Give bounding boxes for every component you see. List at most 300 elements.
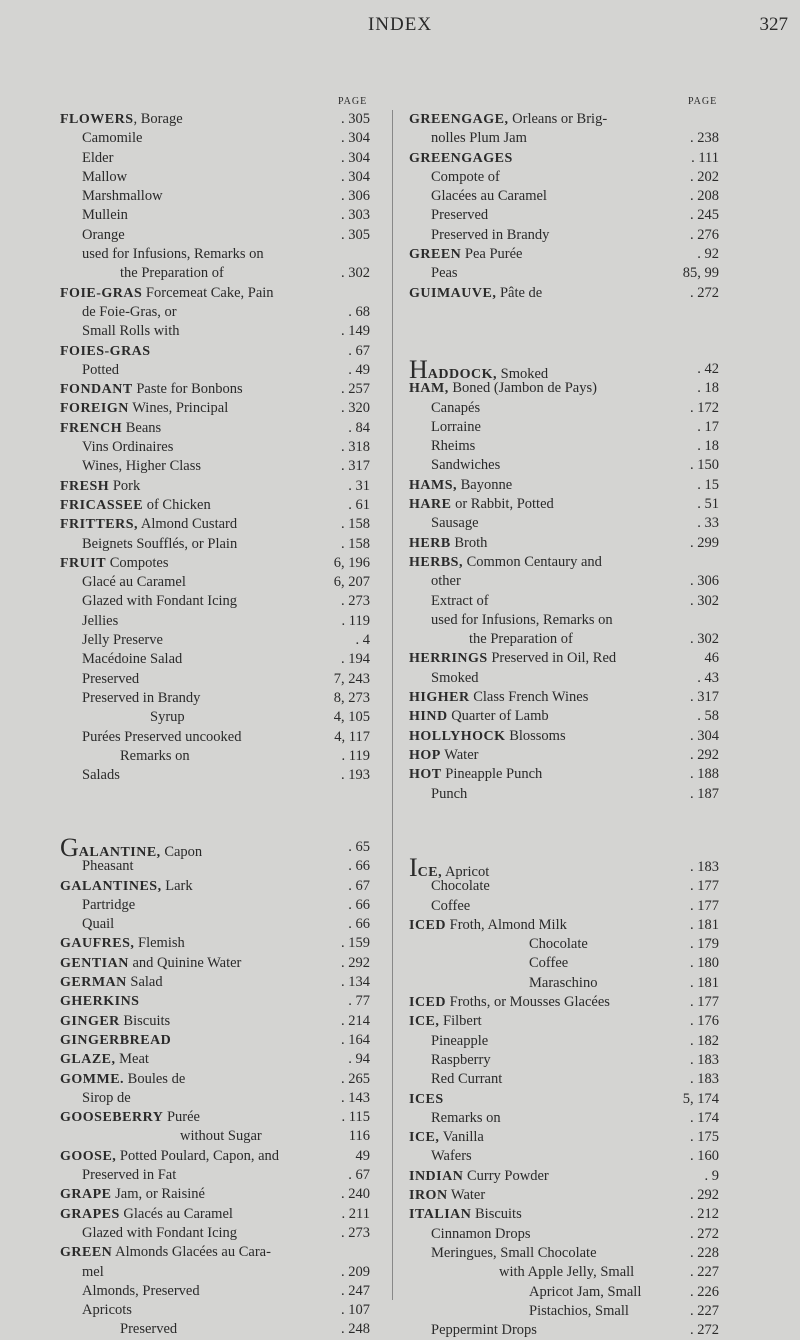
entry-page: . 42 — [697, 361, 719, 377]
entry-page: . 58 — [697, 708, 719, 725]
entry-subtext: , Borage — [133, 111, 183, 127]
index-entry — [60, 399, 370, 418]
index-entry — [409, 110, 719, 129]
entry-page: . 247 — [341, 1282, 370, 1299]
entry-page: . 188 — [690, 766, 719, 783]
index-entry — [60, 747, 370, 766]
entry-subtext: Paste for Bonbons — [132, 381, 243, 398]
index-entry — [409, 553, 719, 572]
entry-term: Sausage — [431, 515, 479, 532]
entry-headword: FONDANT — [60, 382, 133, 398]
entry-headword: HAMS, — [409, 477, 457, 493]
entry-term — [409, 707, 549, 726]
entry-page: . 318 — [341, 439, 370, 456]
entry-headword: INDIAN — [409, 1168, 464, 1184]
index-entry — [409, 355, 719, 384]
index-entry — [60, 1089, 370, 1108]
entry-term: Elder — [82, 149, 114, 166]
entry-subtext: Blossoms — [505, 727, 566, 744]
entry-page: . 304 — [341, 168, 370, 185]
entry-headword: HOT — [409, 767, 442, 783]
entry-headword: GREEN — [409, 247, 462, 263]
entry-term: Glacé au Caramel — [82, 574, 186, 591]
index-entry — [409, 897, 719, 916]
entry-term: Pheasant — [82, 858, 134, 875]
entry-term: Almonds, Preserved — [82, 1282, 200, 1299]
entry-term — [409, 1186, 485, 1205]
entry-page: . 292 — [690, 1187, 719, 1204]
index-entry — [60, 708, 370, 727]
page-number: 327 — [759, 14, 788, 35]
entry-subtext: Pâte de — [496, 284, 543, 301]
index-entry — [409, 853, 719, 882]
entry-term: nolles Plum Jam — [431, 130, 527, 147]
entry-page: 4, 105 — [333, 709, 370, 726]
entry-page: . 265 — [341, 1070, 370, 1087]
index-entry — [60, 303, 370, 322]
entry-headword: HERBS, — [409, 554, 463, 570]
index-entry — [409, 187, 719, 206]
entry-page: . 182 — [690, 1032, 719, 1049]
entry-term — [409, 284, 542, 303]
entry-page: . 228 — [690, 1244, 719, 1261]
entry-page: . 149 — [341, 323, 370, 340]
index-entry — [409, 399, 719, 418]
entry-page: . 292 — [690, 746, 719, 763]
index-entry — [409, 129, 719, 148]
index-entry — [60, 973, 370, 992]
index-entry — [60, 1243, 370, 1262]
entry-page: . 302 — [690, 631, 719, 648]
index-entry — [60, 670, 370, 689]
index-entry — [60, 833, 370, 862]
entry-page: . 306 — [690, 573, 719, 590]
index-entry — [409, 1225, 719, 1244]
entry-term: without Sugar — [180, 1128, 262, 1145]
entry-page: 7, 243 — [333, 670, 370, 687]
entry-page: . 181 — [690, 974, 719, 991]
entry-page: . 177 — [690, 994, 719, 1011]
index-entry — [409, 993, 719, 1012]
entry-page: . 187 — [690, 785, 719, 802]
entry-term — [60, 992, 139, 1011]
entry-page: . 68 — [348, 303, 370, 320]
entry-page: . 84 — [348, 419, 370, 436]
entry-page: . 111 — [691, 149, 719, 166]
index-block-g — [60, 833, 370, 1340]
index-entry — [60, 496, 370, 515]
entry-term: de Foie-Gras, or — [82, 303, 177, 320]
entry-term — [60, 1147, 279, 1166]
entry-page: . 17 — [697, 418, 719, 435]
index-entry — [409, 1109, 719, 1128]
entry-headword: IRON — [409, 1188, 448, 1204]
entry-page: . 174 — [690, 1109, 719, 1126]
entry-term: Red Currant — [431, 1071, 503, 1088]
entry-subtext: Almond Custard — [138, 516, 238, 533]
entry-subtext: Water — [447, 1187, 486, 1204]
entry-subtext: Smoked — [497, 366, 549, 382]
index-entry — [409, 727, 719, 746]
entry-page: . 176 — [690, 1013, 719, 1030]
entry-headword: ALANTINE, — [78, 845, 161, 860]
entry-page: . 306 — [341, 188, 370, 205]
entry-term: used for Infusions, Remarks on — [431, 611, 613, 628]
entry-subtext: Meat — [115, 1051, 149, 1068]
index-entry — [60, 1012, 370, 1031]
index-entry — [60, 1320, 370, 1339]
entry-headword: ICED — [409, 995, 447, 1011]
index-block-i — [409, 853, 719, 1340]
entry-subtext: Boules de — [124, 1070, 186, 1087]
entry-subtext: Pea Purée — [461, 246, 523, 263]
entry-page: . 211 — [341, 1205, 370, 1222]
entry-subtext: or Rabbit, Potted — [451, 496, 554, 513]
entry-page: . 304 — [341, 149, 370, 166]
entry-term — [60, 342, 151, 361]
entry-subtext: Beans — [122, 419, 162, 436]
entry-subtext: Class French Wines — [469, 689, 589, 706]
entry-page: . 4 — [355, 632, 370, 649]
entry-term: with Apple Jelly, Small — [499, 1264, 635, 1281]
entry-page: . 77 — [348, 993, 370, 1010]
index-entry — [409, 1070, 719, 1089]
entry-page: . 51 — [697, 496, 719, 513]
entry-headword: GERMAN — [60, 975, 127, 991]
entry-page: . 15 — [697, 476, 719, 493]
entry-term — [60, 1205, 233, 1224]
entry-subtext: Broth — [450, 534, 488, 551]
entry-page: . 194 — [341, 651, 370, 668]
entry-term — [409, 534, 487, 553]
entry-subtext: Preserved in Oil, Red — [487, 650, 617, 667]
entry-subtext: Froth, Almond Milk — [446, 916, 567, 933]
index-entry — [409, 785, 719, 804]
entry-term: Coffee — [431, 897, 471, 914]
entry-term — [409, 727, 566, 746]
entry-headword: ADDOCK, — [427, 367, 498, 382]
entry-term — [60, 380, 243, 399]
index-entry — [409, 935, 719, 954]
index-entry — [60, 689, 370, 708]
entry-term — [409, 379, 597, 398]
entry-page: 6, 196 — [333, 554, 370, 571]
entry-page: . 33 — [697, 515, 719, 532]
entry-headword: CE, — [417, 865, 443, 880]
index-entry — [409, 1244, 719, 1263]
index-entry — [409, 916, 719, 935]
index-entry — [409, 1186, 719, 1205]
entry-headword: GAUFRES, — [60, 936, 135, 952]
entry-page: . 317 — [690, 689, 719, 706]
entry-term: Mullein — [82, 207, 128, 224]
entry-page: . 160 — [690, 1148, 719, 1165]
entry-page: . 158 — [341, 516, 370, 533]
entry-term — [60, 1185, 205, 1204]
entry-headword: FOIE-GRAS — [60, 285, 143, 301]
entry-page: . 9 — [704, 1167, 719, 1184]
entry-term: Glacées au Caramel — [431, 188, 547, 205]
index-entry — [60, 573, 370, 592]
index-entry — [60, 857, 370, 876]
entry-page: . 107 — [341, 1302, 370, 1319]
entry-page: . 240 — [341, 1186, 370, 1203]
entry-term: Glazed with Fondant Icing — [82, 1224, 238, 1241]
entry-subtext: Common Centaury and — [462, 553, 602, 570]
entry-subtext: Forcemeat Cake, Pain — [142, 284, 274, 301]
entry-page: 5, 174 — [682, 1090, 719, 1107]
entry-term: Apricots — [82, 1302, 132, 1319]
entry-page: . 65 — [348, 839, 370, 855]
index-entry — [60, 168, 370, 187]
entry-term — [409, 649, 616, 668]
index-entry — [409, 1128, 719, 1147]
page-header — [0, 14, 800, 44]
entry-term — [409, 688, 588, 707]
index-entry — [409, 476, 719, 495]
entry-page: . 208 — [690, 188, 719, 205]
drop-capital: H — [409, 355, 428, 384]
index-entry — [60, 1263, 370, 1282]
entry-page: 49 — [355, 1147, 370, 1164]
entry-page: . 183 — [690, 1051, 719, 1068]
index-entry — [60, 934, 370, 953]
entry-page: . 292 — [341, 954, 370, 971]
entry-term: Preserved — [431, 207, 489, 224]
entry-term: Canapés — [431, 399, 481, 416]
entry-term: Orange — [82, 226, 125, 243]
entry-term: Maraschino — [529, 974, 598, 991]
entry-subtext: Curry Powder — [463, 1167, 549, 1184]
index-entry — [60, 419, 370, 438]
entry-page: . 180 — [690, 955, 719, 972]
entry-term — [60, 419, 161, 438]
entry-headword: ICES — [409, 1091, 444, 1107]
index-entry — [409, 206, 719, 225]
index-entry — [60, 1050, 370, 1069]
entry-term: Vins Ordinaires — [82, 439, 174, 456]
entry-page: . 272 — [690, 1225, 719, 1242]
page-column-label-left: PAGE — [338, 96, 368, 107]
entry-page: . 272 — [690, 284, 719, 301]
entry-term: Chocolate — [431, 878, 490, 895]
entry-page: . 183 — [690, 859, 719, 875]
entry-term: Jelly Preserve — [82, 632, 163, 649]
entry-page: . 61 — [348, 496, 370, 513]
index-entry — [60, 592, 370, 611]
index-entry — [409, 765, 719, 784]
entry-page: . 177 — [690, 878, 719, 895]
entry-page: . 299 — [690, 534, 719, 551]
entry-headword: GREENGAGE, — [409, 112, 509, 127]
entry-subtext: Capon — [160, 844, 203, 860]
index-entry — [409, 168, 719, 187]
entry-headword: GOOSE, — [60, 1148, 117, 1164]
entry-term: Raspberry — [431, 1051, 491, 1068]
entry-headword: HIND — [409, 709, 448, 725]
entry-page: . 31 — [348, 477, 370, 494]
entry-subtext: Wines, Principal — [128, 400, 229, 417]
index-entry — [60, 457, 370, 476]
index-entry — [60, 650, 370, 669]
entry-term: Peppermint Drops — [431, 1322, 537, 1339]
entry-subtext: Water — [440, 746, 479, 763]
entry-page: . 67 — [348, 877, 370, 894]
index-block-f — [60, 110, 370, 785]
entry-subtext: Almonds Glacées au Cara- — [112, 1244, 271, 1261]
entry-page: . 67 — [348, 342, 370, 359]
drop-capital: I — [409, 853, 418, 882]
entry-term: Partridge — [82, 896, 136, 913]
entry-headword: FRICASSEE — [60, 497, 144, 513]
entry-subtext: Vanilla — [439, 1129, 484, 1146]
entry-term — [60, 554, 169, 573]
page-column-label-right: PAGE — [688, 96, 718, 107]
entry-page: . 159 — [341, 935, 370, 952]
entry-headword: GRAPES — [60, 1206, 120, 1222]
index-entry — [60, 477, 370, 496]
entry-term — [409, 993, 610, 1012]
index-entry — [409, 379, 719, 398]
index-entry — [60, 612, 370, 631]
entry-page: . 66 — [348, 916, 370, 933]
entry-headword: GENTIAN — [60, 955, 129, 971]
index-entry — [409, 1321, 719, 1340]
entry-headword: FRUIT — [60, 555, 107, 571]
entry-term: Preserved in Brandy — [431, 226, 550, 243]
entry-term: Purées Preserved uncooked — [82, 728, 242, 745]
entry-page: 85, 99 — [682, 265, 719, 282]
entry-term: Rheims — [431, 438, 476, 455]
entry-page: . 43 — [697, 669, 719, 686]
entry-term: Compote of — [431, 168, 500, 185]
index-entry — [409, 1147, 719, 1166]
entry-page: . 94 — [348, 1051, 370, 1068]
entry-subtext: Jam, or Raisiné — [111, 1186, 205, 1203]
index-entry — [409, 611, 719, 630]
entry-term: Mallow — [82, 168, 128, 185]
index-entry — [60, 915, 370, 934]
entry-term: Wines, Higher Class — [82, 458, 202, 475]
entry-subtext: Salad — [126, 974, 163, 991]
entry-page: . 150 — [690, 457, 719, 474]
entry-page: . 119 — [341, 747, 370, 764]
entry-term — [60, 496, 211, 515]
entry-term: Apricot Jam, Small — [529, 1283, 642, 1300]
entry-term: Meringues, Small Chocolate — [431, 1244, 597, 1261]
index-entry — [409, 630, 719, 649]
entry-term: the Preparation of — [120, 265, 224, 282]
entry-headword: HARE — [409, 497, 452, 513]
page-title: INDEX — [367, 14, 433, 35]
entry-page: . 304 — [341, 130, 370, 147]
entry-headword: ICE, — [409, 1130, 440, 1146]
entry-page: . 134 — [341, 974, 370, 991]
index-entry — [60, 535, 370, 554]
entry-term — [409, 1205, 522, 1224]
index-entry — [409, 245, 719, 264]
index-entry — [60, 361, 370, 380]
entry-headword: HERB — [409, 535, 451, 551]
entry-page: . 304 — [690, 727, 719, 744]
entry-page: . 143 — [341, 1089, 370, 1106]
entry-subtext: Biscuits — [471, 1206, 522, 1223]
entry-subtext: and Quinine Water — [128, 954, 242, 971]
entry-term: Cinnamon Drops — [431, 1225, 531, 1242]
entry-page: . 305 — [341, 111, 370, 127]
index-entry — [409, 1205, 719, 1224]
entry-term: Beignets Soufflés, or Plain — [82, 535, 238, 552]
index-entry — [409, 974, 719, 993]
entry-subtext: Compotes — [106, 554, 169, 571]
index-entry — [60, 1166, 370, 1185]
entry-term — [409, 1012, 482, 1031]
entry-term: Sirop de — [82, 1089, 131, 1106]
index-entry — [60, 110, 370, 129]
index-entry — [60, 877, 370, 896]
index-entry — [60, 896, 370, 915]
entry-term — [409, 476, 512, 495]
entry-page: . 18 — [697, 380, 719, 397]
entry-headword: HOP — [409, 747, 441, 763]
index-block-h — [409, 355, 719, 804]
entry-page: . 92 — [697, 246, 719, 263]
index-entry — [409, 284, 719, 303]
entry-term — [60, 1070, 185, 1089]
entry-headword: GHERKINS — [60, 994, 140, 1010]
entry-page: . 273 — [341, 1224, 370, 1241]
entry-page: . 238 — [690, 130, 719, 147]
index-entry — [60, 1282, 370, 1301]
entry-term: Extract of — [431, 592, 489, 609]
entry-term: Salads — [82, 767, 120, 784]
entry-page: . 119 — [341, 612, 370, 629]
index-entry — [409, 264, 719, 283]
index-entry — [60, 766, 370, 785]
entry-term — [60, 934, 185, 953]
entry-term: Remarks on — [120, 747, 190, 764]
column-divider — [392, 110, 393, 1300]
entry-subtext: Glacés au Caramel — [119, 1205, 233, 1222]
entry-page: . 257 — [341, 381, 370, 398]
index-entry — [409, 495, 719, 514]
index-entry — [60, 129, 370, 148]
index-entry — [409, 418, 719, 437]
entry-term: Punch — [431, 785, 468, 802]
entry-term: the Preparation of — [469, 631, 573, 648]
entry-headword: GRAPE — [60, 1187, 112, 1203]
entry-term — [409, 765, 542, 784]
entry-page: . 115 — [341, 1109, 370, 1126]
entry-page: . 158 — [341, 535, 370, 552]
index-entry — [60, 245, 370, 264]
entry-headword: ITALIAN — [409, 1207, 472, 1223]
index-entry — [60, 206, 370, 225]
index-entry — [60, 342, 370, 361]
index-entry — [60, 1147, 370, 1166]
entry-term — [409, 110, 607, 129]
index-block-g2 — [409, 110, 719, 303]
entry-headword: GINGERBREAD — [60, 1032, 172, 1048]
entry-subtext: Apricot — [442, 864, 490, 880]
entry-term: Pineapple — [431, 1032, 489, 1049]
entry-page: . 179 — [690, 936, 719, 953]
index-entry — [60, 226, 370, 245]
entry-term: Chocolate — [529, 936, 588, 953]
entry-term: Peas — [431, 265, 458, 282]
index-entry — [409, 688, 719, 707]
entry-term: Preserved — [120, 1321, 178, 1338]
